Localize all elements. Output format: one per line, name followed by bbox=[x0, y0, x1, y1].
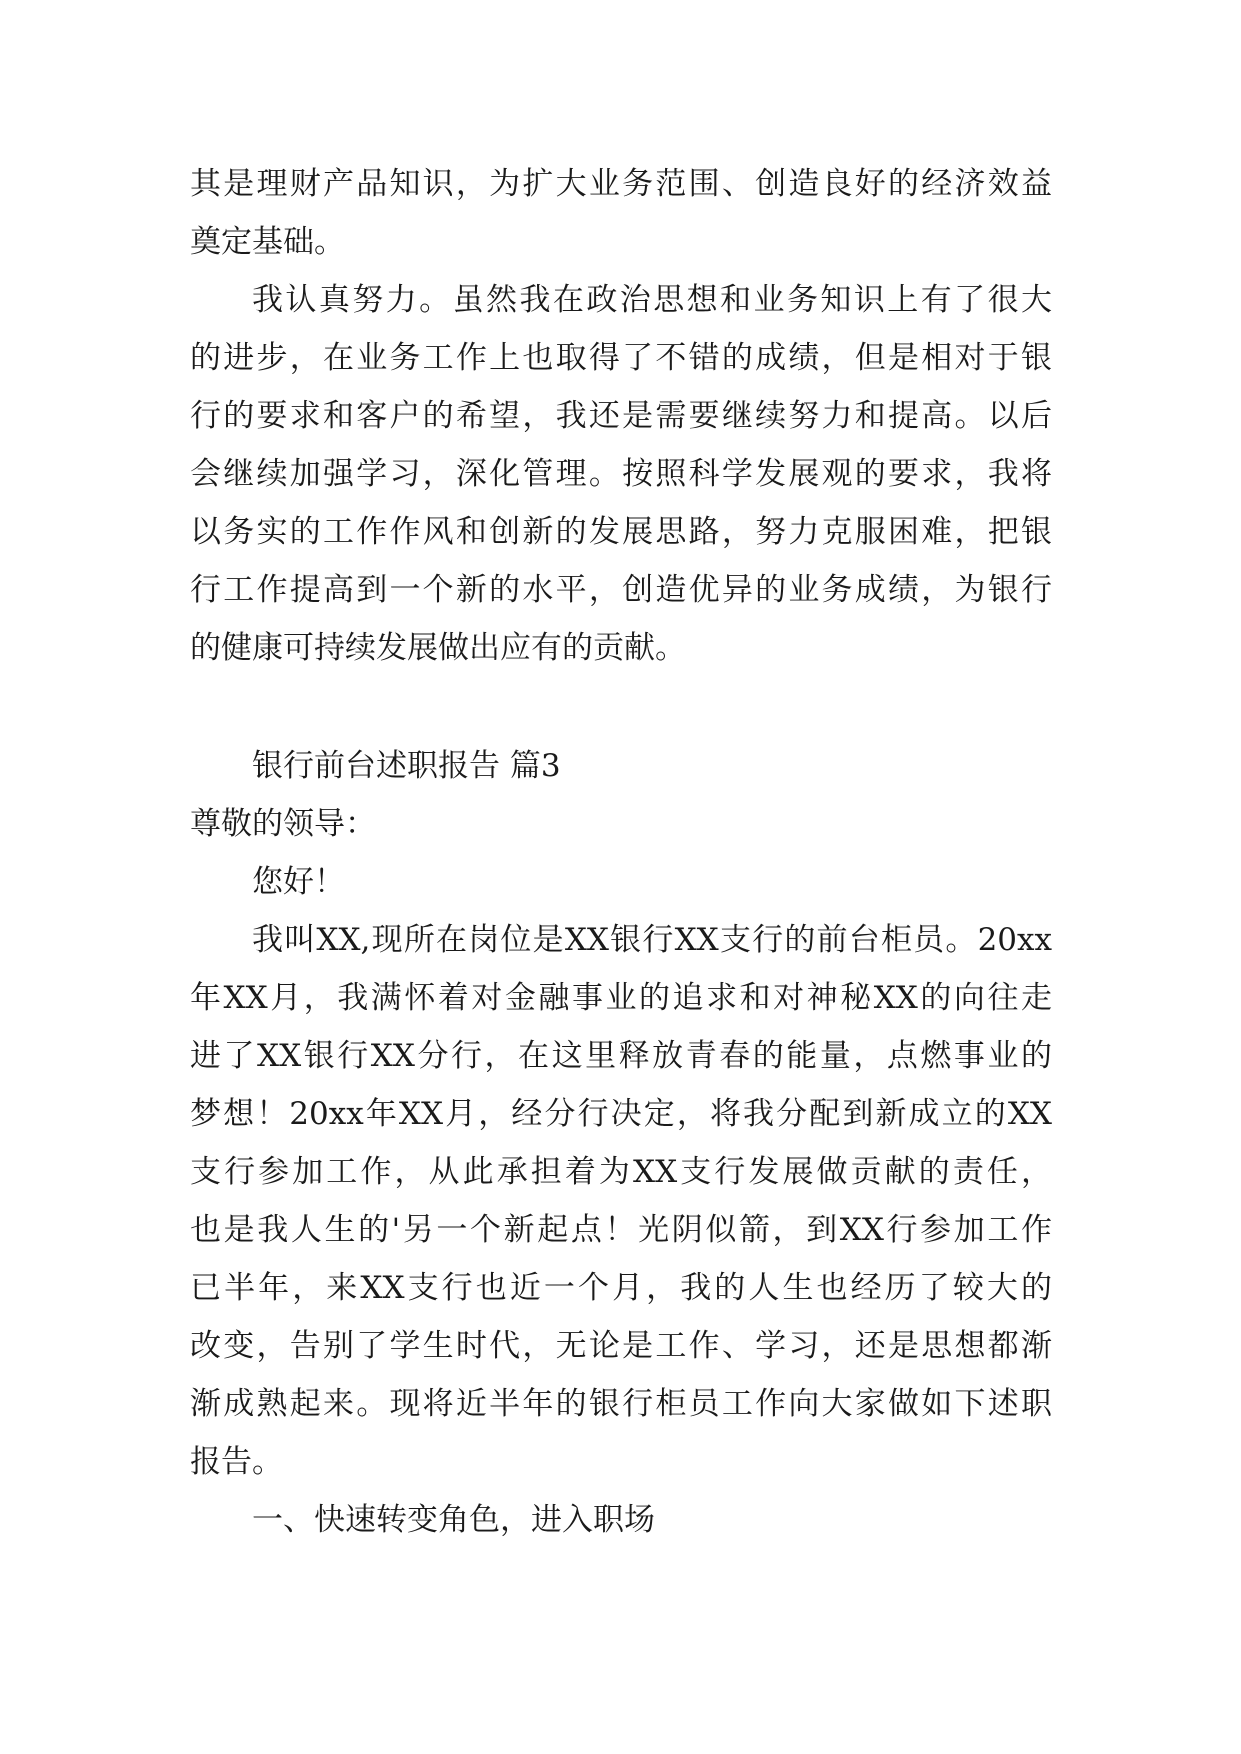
paragraph-3-line-9: 渐成熟起来。现将近半年的银行柜员工作向大家做如下述职 bbox=[190, 1386, 1052, 1422]
paragraph-1-line-1: 其是理财产品知识，为扩大业务范围、创造良好的经济效益 bbox=[190, 166, 1052, 202]
paragraph-3-line-1: 我叫XX,现所在岗位是XX银行XX支行的前台柜员。20xx bbox=[252, 922, 1052, 958]
paragraph-2-line-2: 的进步，在业务工作上也取得了不错的成绩，但是相对于银 bbox=[190, 340, 1052, 376]
paragraph-2-line-7: 的健康可持续发展做出应有的贡献。 bbox=[190, 630, 686, 666]
section-heading: 银行前台述职报告 篇3 bbox=[252, 748, 561, 784]
paragraph-3-line-6: 也是我人生的'另一个新起点！光阴似箭，到XX行参加工作 bbox=[190, 1212, 1052, 1248]
paragraph-3-line-3: 进了XX银行XX分行，在这里释放青春的能量，点燃事业的 bbox=[190, 1038, 1052, 1074]
subheading-1: 一、快速转变角色，进入职场 bbox=[252, 1502, 655, 1538]
salutation: 尊敬的领导： bbox=[190, 806, 376, 842]
paragraph-3-line-10: 报告。 bbox=[190, 1444, 283, 1480]
paragraph-2-line-4: 会继续加强学习，深化管理。按照科学发展观的要求，我将 bbox=[190, 456, 1052, 492]
paragraph-2-line-3: 行的要求和客户的希望，我还是需要继续努力和提高。以后 bbox=[190, 398, 1052, 434]
paragraph-2-line-1: 我认真努力。虽然我在政治思想和业务知识上有了很大 bbox=[252, 282, 1052, 318]
paragraph-2-line-6: 行工作提高到一个新的水平，创造优异的业务成绩，为银行 bbox=[190, 572, 1052, 608]
paragraph-3-line-2: 年XX月，我满怀着对金融事业的追求和对神秘XX的向往走 bbox=[190, 980, 1052, 1016]
paragraph-3-line-4: 梦想！20xx年XX月，经分行决定，将我分配到新成立的XX bbox=[190, 1096, 1052, 1132]
paragraph-3-line-7: 已半年，来XX支行也近一个月，我的人生也经历了较大的 bbox=[190, 1270, 1052, 1306]
greeting: 您好！ bbox=[252, 864, 345, 900]
paragraph-3-line-8: 改变，告别了学生时代，无论是工作、学习，还是思想都渐 bbox=[190, 1328, 1052, 1364]
paragraph-2-line-5: 以务实的工作作风和创新的发展思路，努力克服困难，把银 bbox=[190, 514, 1052, 550]
paragraph-1-line-2: 奠定基础。 bbox=[190, 224, 345, 260]
paragraph-3-line-5: 支行参加工作，从此承担着为XX支行发展做贡献的责任， bbox=[190, 1154, 1052, 1190]
